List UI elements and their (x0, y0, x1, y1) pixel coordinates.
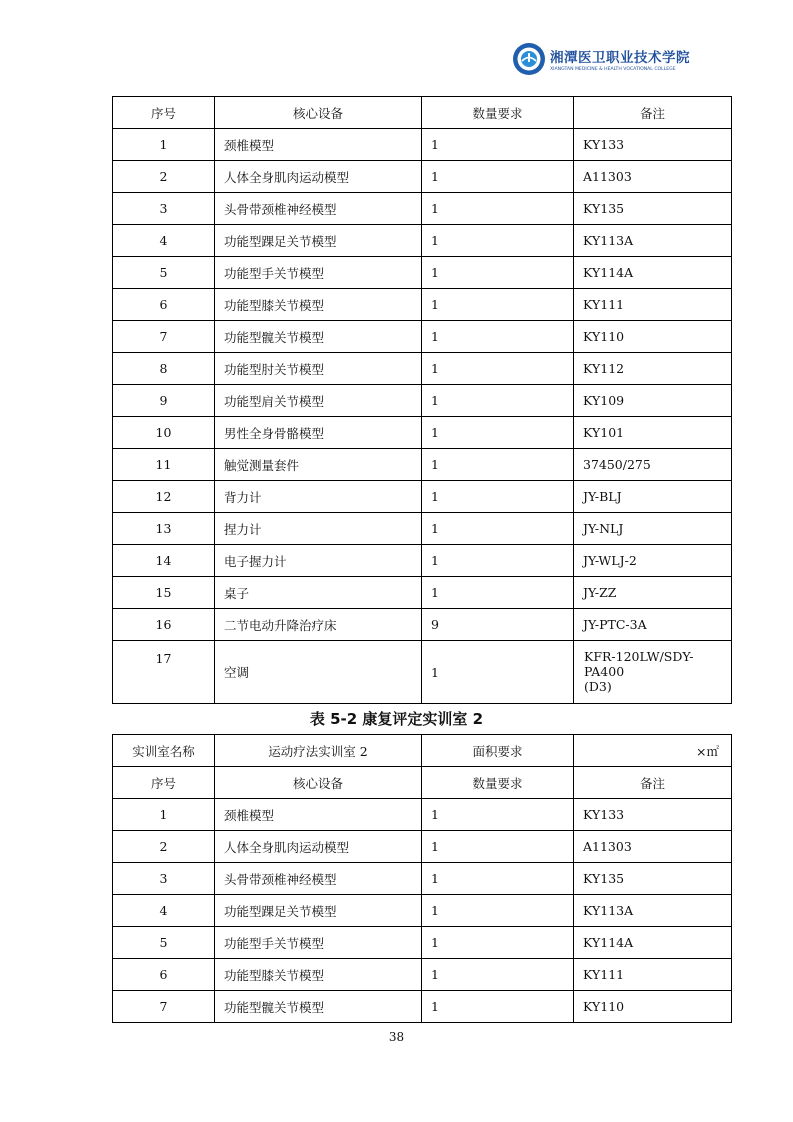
row-equipment: 头骨带颈椎神经模型 (215, 863, 422, 895)
row-quantity: 1 (422, 895, 574, 927)
row-number: 2 (113, 161, 215, 193)
table-row (113, 863, 732, 895)
row-quantity: 1 (422, 831, 574, 863)
row-quantity: 1 (422, 799, 574, 831)
row-number: 3 (113, 863, 215, 895)
row-note: KY109 (574, 385, 732, 417)
row-note: KY110 (574, 991, 732, 1023)
equipment-table-2 (112, 734, 732, 1023)
table-header-row (113, 767, 732, 799)
row-equipment: 头骨带颈椎神经模型 (215, 193, 422, 225)
row-note: JY-PTC-3A (574, 609, 732, 641)
row-equipment: 功能型肘关节模型 (215, 353, 422, 385)
table-row (113, 831, 732, 863)
room-name-label: 实训室名称 (113, 735, 215, 767)
row-note: JY-BLJ (574, 481, 732, 513)
college-emblem-icon (512, 42, 546, 76)
row-note: A11303 (574, 831, 732, 863)
header-cell-note: 备注 (574, 97, 732, 129)
row-note: KY110 (574, 321, 732, 353)
table-row (113, 577, 732, 609)
row-note: JY-WLJ-2 (574, 545, 732, 577)
row-note (574, 641, 732, 704)
row-number: 9 (113, 385, 215, 417)
row-quantity: 1 (422, 417, 574, 449)
row-quantity: 1 (422, 257, 574, 289)
row-equipment: 颈椎模型 (215, 799, 422, 831)
row-number: 2 (113, 831, 215, 863)
row-quantity: 9 (422, 609, 574, 641)
row-note: JY-ZZ (574, 577, 732, 609)
row-number: 5 (113, 257, 215, 289)
row-number: 5 (113, 927, 215, 959)
row-quantity: 1 (422, 161, 574, 193)
row-equipment: 功能型髋关节模型 (215, 321, 422, 353)
header-cell-quantity: 数量要求 (422, 767, 574, 799)
table-row (113, 321, 732, 353)
row-note: KY111 (574, 959, 732, 991)
row-number: 14 (113, 545, 215, 577)
table-row (113, 449, 732, 481)
row-note: KY133 (574, 799, 732, 831)
row-quantity: 1 (422, 959, 574, 991)
table-row (113, 161, 732, 193)
row-equipment: 功能型手关节模型 (215, 257, 422, 289)
row-note: KY113A (574, 895, 732, 927)
row-number: 1 (113, 129, 215, 161)
row-note: KY111 (574, 289, 732, 321)
table-row (113, 289, 732, 321)
table-row (113, 545, 732, 577)
row-note: KY114A (574, 927, 732, 959)
table-row (113, 609, 732, 641)
row-equipment: 功能型手关节模型 (215, 927, 422, 959)
row-quantity: 1 (422, 449, 574, 481)
row-note: KY112 (574, 353, 732, 385)
row-quantity: 1 (422, 577, 574, 609)
row-number: 13 (113, 513, 215, 545)
header-cell-note: 备注 (574, 767, 732, 799)
row-note: KY133 (574, 129, 732, 161)
row-equipment: 功能型膝关节模型 (215, 959, 422, 991)
row-number: 10 (113, 417, 215, 449)
row-number: 4 (113, 895, 215, 927)
row-number: 7 (113, 991, 215, 1023)
row-quantity: 1 (422, 481, 574, 513)
row-note-line1: KFR-120LW/SDY-PA400 (584, 649, 694, 679)
page-number: 38 (388, 1030, 405, 1044)
row-note: JY-NLJ (574, 513, 732, 545)
row-quantity: 1 (422, 927, 574, 959)
row-note: KY113A (574, 225, 732, 257)
row-equipment: 功能型踝足关节模型 (215, 895, 422, 927)
college-name-en: XIANGTAN MEDICINE & HEALTH VOCATIONAL COLLEGE (550, 67, 676, 72)
row-quantity: 1 (422, 289, 574, 321)
college-name-cn: 湘潭医卫职业技术学院 (550, 50, 690, 66)
table-row (113, 991, 732, 1023)
row-number: 7 (113, 321, 215, 353)
table-row (113, 353, 732, 385)
row-equipment: 颈椎模型 (215, 129, 422, 161)
row-number: 3 (113, 193, 215, 225)
row-number-text: 17 (155, 651, 172, 666)
header-cell-equipment: 核心设备 (215, 767, 422, 799)
row-equipment: 捏力计 (215, 513, 422, 545)
table-row (113, 481, 732, 513)
row-quantity: 1 (422, 321, 574, 353)
table-row (113, 513, 732, 545)
row-quantity: 1 (422, 385, 574, 417)
row-number: 8 (113, 353, 215, 385)
row-equipment: 功能型踝足关节模型 (215, 225, 422, 257)
table-row (113, 799, 732, 831)
row-note: KY135 (574, 193, 732, 225)
row-number (113, 641, 215, 704)
row-equipment: 功能型肩关节模型 (215, 385, 422, 417)
table-row (113, 927, 732, 959)
row-number: 15 (113, 577, 215, 609)
row-quantity: 1 (422, 513, 574, 545)
row-quantity: 1 (422, 545, 574, 577)
row-quantity: 1 (422, 225, 574, 257)
row-note-line2: (D3) (584, 679, 612, 694)
row-number: 16 (113, 609, 215, 641)
row-note: KY135 (574, 863, 732, 895)
row-equipment: 桌子 (215, 577, 422, 609)
table-row (113, 129, 732, 161)
row-quantity: 1 (422, 991, 574, 1023)
row-equipment: 功能型膝关节模型 (215, 289, 422, 321)
row-number: 11 (113, 449, 215, 481)
row-equipment: 人体全身肌肉运动模型 (215, 161, 422, 193)
area-label: 面积要求 (422, 735, 574, 767)
row-note: KY114A (574, 257, 732, 289)
row-number: 6 (113, 289, 215, 321)
row-equipment: 电子握力计 (215, 545, 422, 577)
room-info-row (113, 735, 732, 767)
area-unit: ×㎡ (574, 735, 732, 767)
row-equipment: 二节电动升降治疗床 (215, 609, 422, 641)
row-equipment: 空调 (215, 641, 422, 704)
header-cell-number: 序号 (113, 767, 215, 799)
header-cell-equipment: 核心设备 (215, 97, 422, 129)
row-number: 4 (113, 225, 215, 257)
table-row (113, 895, 732, 927)
row-quantity: 1 (422, 641, 574, 704)
row-note: 37450/275 (574, 449, 732, 481)
row-equipment: 背力计 (215, 481, 422, 513)
equipment-table-1 (112, 96, 732, 704)
table-row (113, 385, 732, 417)
row-equipment: 触觉测量套件 (215, 449, 422, 481)
table-row (113, 641, 732, 704)
table-row (113, 225, 732, 257)
room-name-value: 运动疗法实训室 2 (215, 735, 422, 767)
college-logo (512, 42, 690, 82)
row-number: 6 (113, 959, 215, 991)
row-equipment: 功能型髋关节模型 (215, 991, 422, 1023)
row-quantity: 1 (422, 193, 574, 225)
row-equipment: 人体全身肌肉运动模型 (215, 831, 422, 863)
row-quantity: 1 (422, 129, 574, 161)
header-cell-quantity: 数量要求 (422, 97, 574, 129)
header-cell-number: 序号 (113, 97, 215, 129)
table-row (113, 257, 732, 289)
table-header-row (113, 97, 732, 129)
row-equipment: 男性全身骨骼模型 (215, 417, 422, 449)
row-number: 1 (113, 799, 215, 831)
row-number: 12 (113, 481, 215, 513)
row-quantity: 1 (422, 863, 574, 895)
table-row (113, 193, 732, 225)
table-row (113, 959, 732, 991)
table-caption: 表 5-2 康复评定实训室 2 (309, 710, 484, 728)
row-note: KY101 (574, 417, 732, 449)
row-note: A11303 (574, 161, 732, 193)
table-row (113, 417, 732, 449)
row-quantity: 1 (422, 353, 574, 385)
